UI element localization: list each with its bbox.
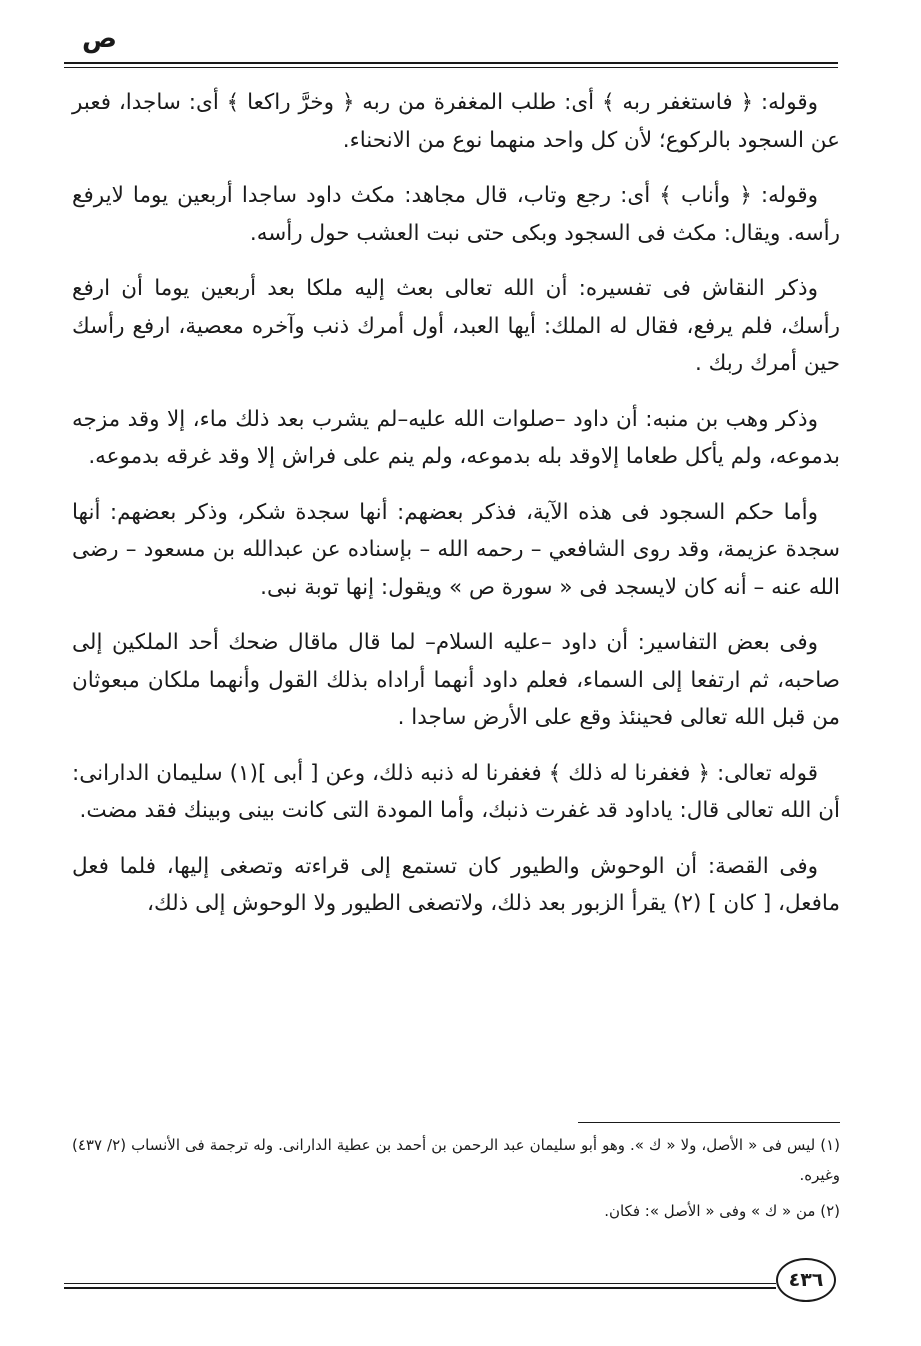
main-text	[72, 84, 840, 941]
paragraph: وفى القصة: أن الوحوش والطيور كان تستمع إلى قراءته وتصغى إليها، فلما فعل مافعل، [ كان ] (٢) يقرأ الزبور بعد ذلك، ولاتصغى الطيور ولا الوحوش إلى ذلك،	[72, 853, 840, 916]
paragraph: وأما حكم السجود فى هذه الآية، فذكر بعضهم: أنها سجدة شكر، وذكر بعضهم: أنها سجدة عزيمة، وقد روى الشافعي – رحمه الله – بإسناده عن عبدالله بن مسعود – رضى الله عنه – أنه كان لايسجد فى « سورة ص » ويقول: إنها توبة نبى.	[72, 499, 840, 600]
paragraph: وذكر النقاش فى تفسيره: أن الله تعالى بعث إليه ملكا بعد أربعين يوما أن ارفع رأسك، فلم يرفع، فقال له الملك: أيها العبد، أول أمرك ذنب وآخره معصية، ارفع رأسك حين أمرك ربك .	[72, 276, 840, 376]
page-number: ٤٣٦	[776, 1258, 836, 1302]
footer-rule	[64, 1283, 776, 1289]
footnote: (١) ليس فى « الأصل، ولا « ك ». وهو أبو سليمان عبد الرحمن بن أحمد بن عطية الدارانى. وله ترجمة فى الأنساب (٢/ ٤٣٧) وغيره.	[72, 1136, 840, 1184]
paragraph: وفى بعض التفاسير: أن داود –عليه السلام– لما قال ماقال ضحك أحد الملكين إلى صاحبه، ثم ارتفعا إلى السماء، فعلم داود أنهما أراداه بذلك القول وأنهما ملكان مبعوثان من قبل الله تعالى فحينئذ وقع على الأرض ساجدا .	[72, 630, 840, 730]
paragraph: قوله تعالى: ﴿ فغفرنا له ذلك ﴾ فغفرنا له ذنبه ذلك، وعن [ أبى ](١) سليمان الدارانى: أن الله تعالى قال: ياداود قد غفرت ذنبك، وأما المودة التى كانت بينى وبينك فقد مضت.	[72, 760, 840, 823]
paragraph: وقوله: ﴿ وأناب ﴾ أى: رجع وتاب، قال مجاهد: مكث داود ساجدا أربعين يوما لايرفع رأسه. ويقال: مكث فى السجود وبكى حتى نبت العشب حول رأسه.	[72, 183, 840, 246]
paragraph: وذكر وهب بن منبه: أن داود –صلوات الله عليه–لم يشرب بعد ذلك ماء، إلا وقد مزجه بدموعه، ولم يأكل طعاما إلاوقد بله بدموعه، ولم ينم على فراش إلا وقد غرقه بدموعه.	[72, 406, 840, 469]
sura-header-mark: ص	[82, 24, 117, 54]
header-rule	[64, 62, 838, 68]
footnote: (٢) من « ك » وفى « الأصل »: فكان.	[604, 1202, 840, 1220]
footnote-separator	[578, 1122, 840, 1123]
footnotes	[72, 1130, 840, 1232]
paragraph: وقوله: ﴿ فاستغفر ربه ﴾ أى: طلب المغفرة من ربه ﴿ وخرَّ راكعا ﴾ أى: ساجدا، فعبر عن السجود بالركوع؛ لأن كل واحد منهما نوع من الانحناء.	[72, 90, 840, 153]
